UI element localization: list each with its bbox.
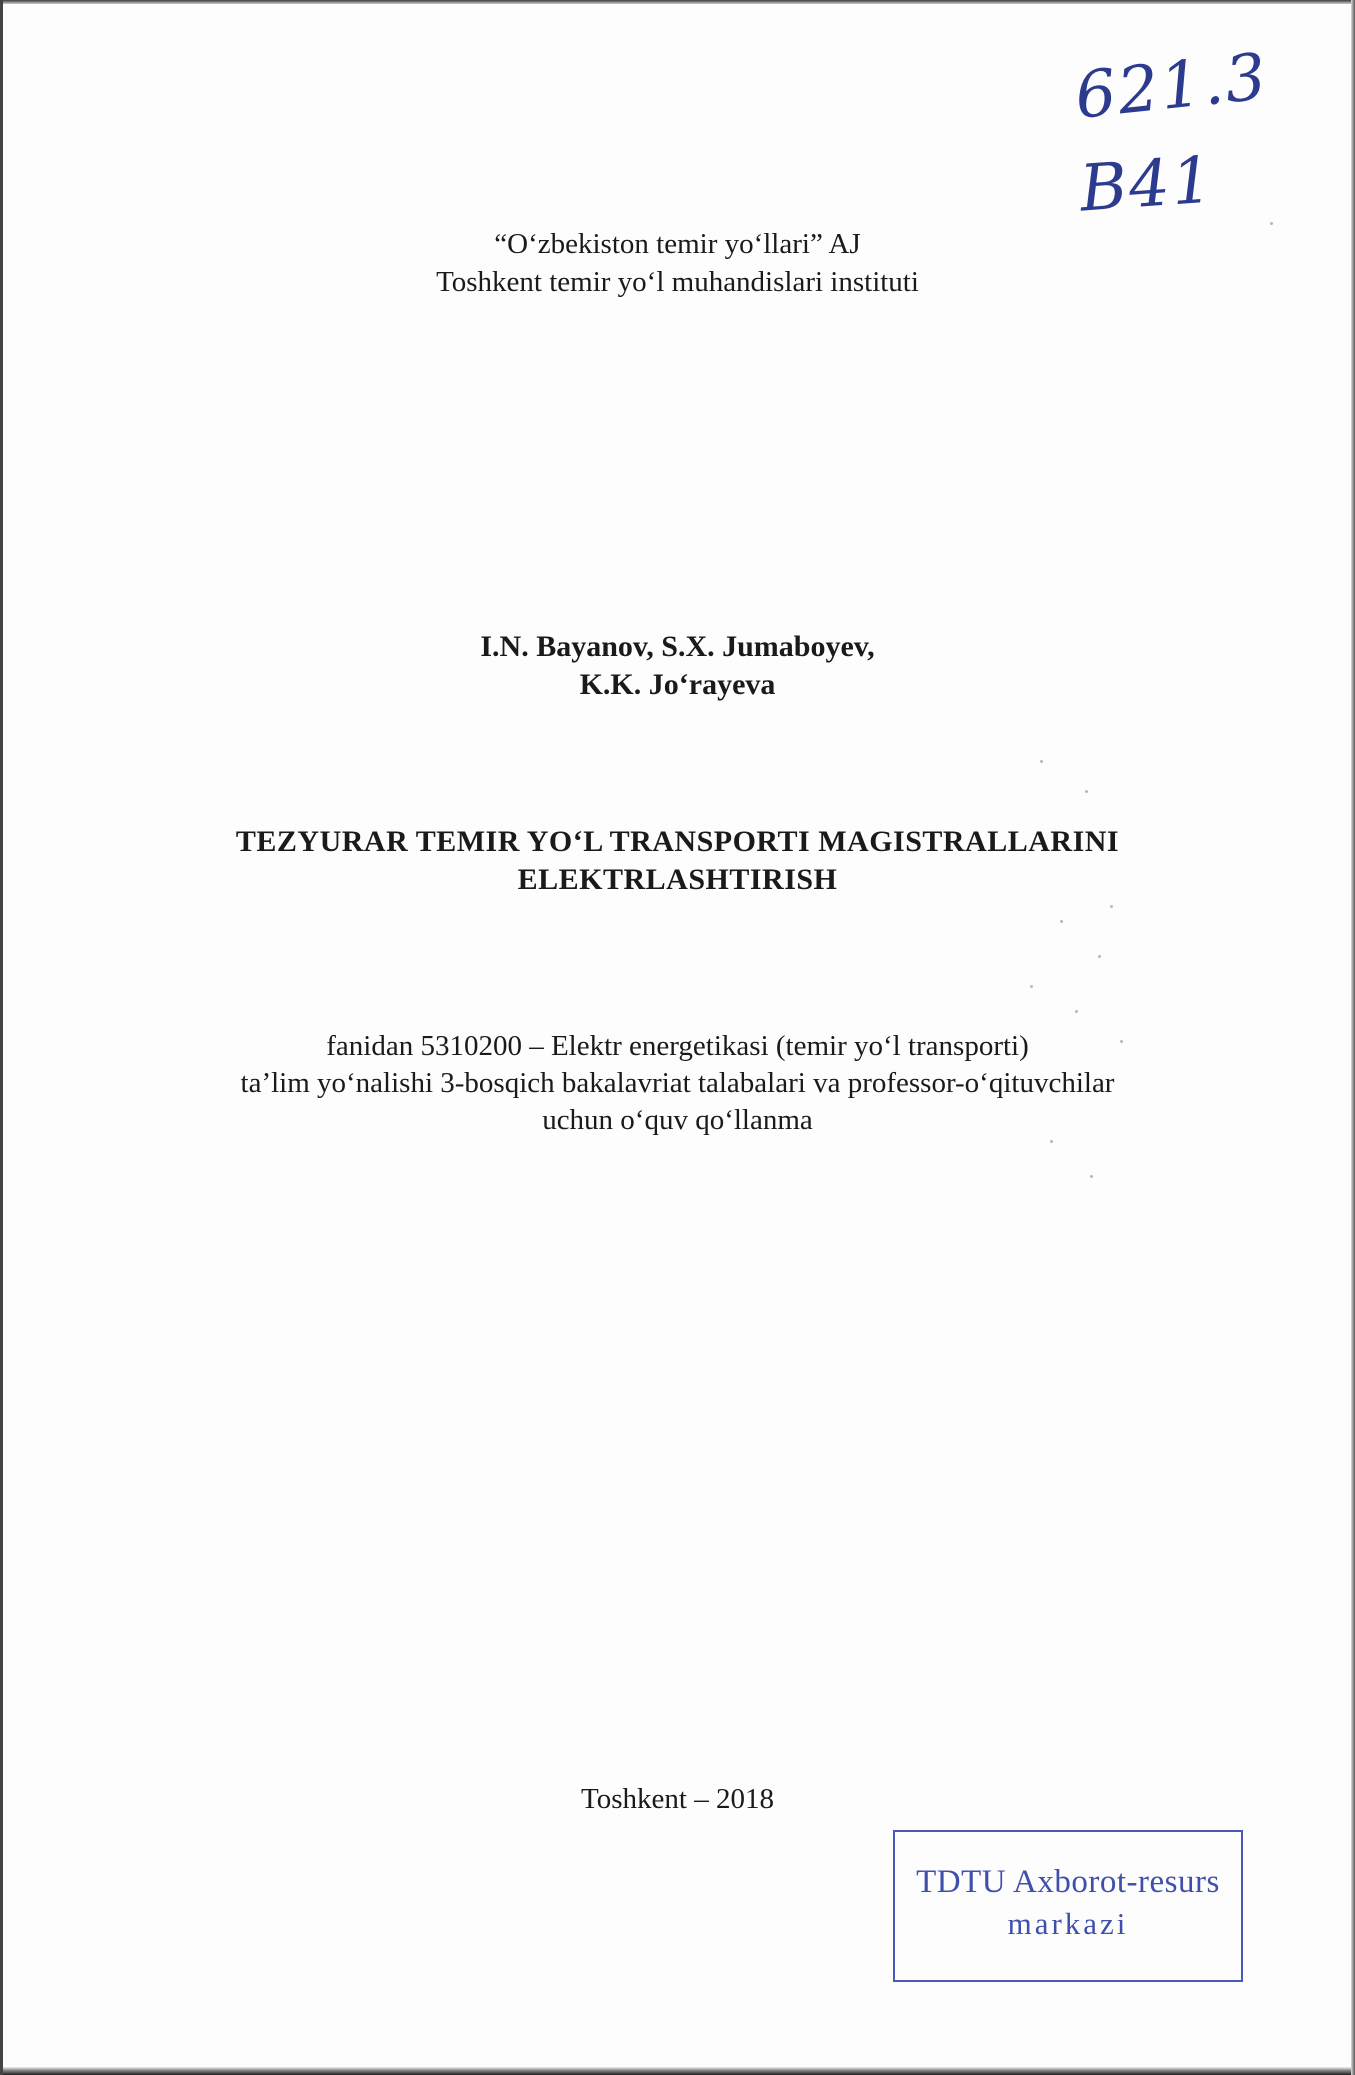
book-title-line-2: ELEKTRLASHTIRISH (517, 863, 838, 896)
authors-line-1: I.N. Bayanov, S.X. Jumaboyev, (480, 630, 875, 663)
city-year: Toshkent – 2018 (581, 1783, 774, 1815)
authors-line-2: K.K. Jo‘rayeva (579, 668, 776, 701)
speckle (1098, 955, 1101, 958)
speckle (1085, 790, 1088, 793)
speckle (1090, 1175, 1093, 1178)
institute-name: Toshkent temir yo‘l muhandislari instituti (436, 266, 919, 298)
stamp-text-line-2: markazi (1007, 1906, 1129, 1941)
speckle (1270, 222, 1273, 225)
book-title-line-1: TEZYURAR TEMIR YO‘L TRANSPORTI MAGISTRALLARINI (235, 825, 1120, 858)
handwritten-classification-code: 621.3 (1071, 40, 1272, 134)
speckle (1050, 1140, 1053, 1143)
stamp-text-line-1: TDTU Axborot-resurs (916, 1864, 1220, 1900)
handwritten-author-code: B41 (1077, 143, 1217, 227)
speckle (1040, 760, 1043, 763)
organization-name: “O‘zbekiston temir yo‘llari” AJ (494, 228, 861, 260)
description-line-1: fanidan 5310200 – Elektr energetikasi (temir yo‘l transporti) (326, 1030, 1029, 1062)
speckle (1030, 985, 1033, 988)
speckle (1120, 1040, 1123, 1043)
speckle (1060, 920, 1063, 923)
description-line-3: uchun o‘quv qo‘llanma (542, 1104, 813, 1136)
library-stamp (893, 1830, 1243, 1982)
speckle (1075, 1010, 1078, 1013)
description-line-2: ta’lim yo‘nalishi 3-bosqich bakalavriat talabalari va professor-o‘qituvchilar (240, 1067, 1115, 1099)
scan-edge-bottom (0, 2067, 1355, 2075)
speckle (1110, 905, 1113, 908)
scan-edge-top (0, 0, 1355, 4)
